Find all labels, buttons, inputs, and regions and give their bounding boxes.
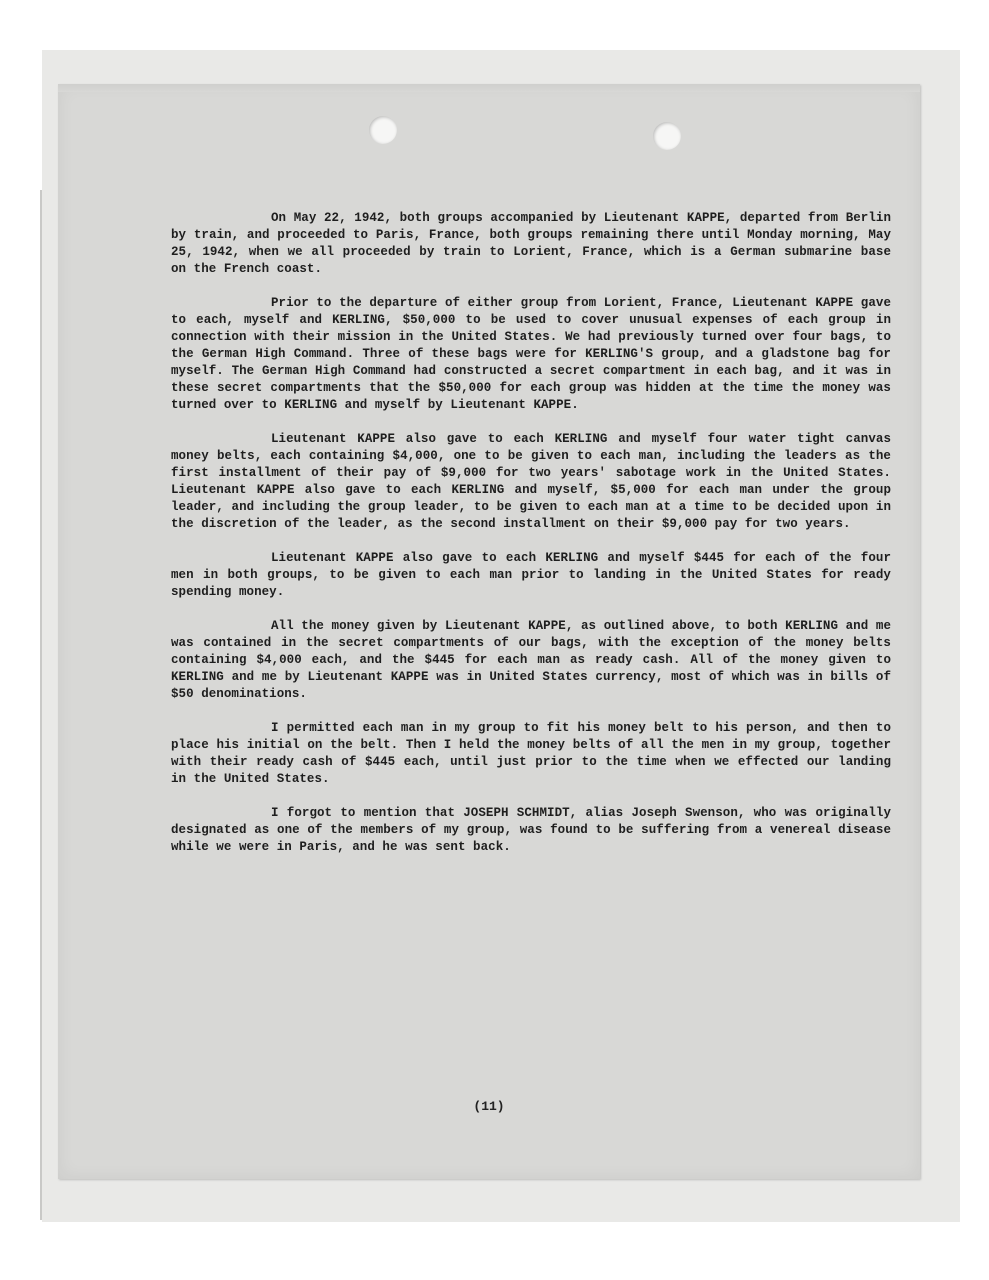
paragraph-3: Lieutenant KAPPE also gave to each KERLING and myself four water tight canvas money belts, each containing $4,000, one to be given to each man, including the leaders as the first installment of their pay of $9,000 for two years' sabotage work in the United States. Lieutenant KAPPE also gave to each KERLING and myself, $5,000 for each man under the group leader, and including the group leader, to be given to each man at a time to be decided upon in the discretion of the leader, as the second installment on their $9,000 pay for two years. [171,432,891,531]
paragraph-1: On May 22, 1942, both groups accompanied by Lieutenant KAPPE, departed from Berlin by train, and proceeded to Paris, France, both groups remaining there until Monday morning, May 25, 1942, when we all proceeded by train to Lorient, France, which is a German submarine base on the French coast. [171,211,891,276]
page-top-edge [58,84,920,92]
paragraph-2: Prior to the departure of either group from Lorient, France, Lieutenant KAPPE gave to each, myself and KERLING, $50,000 to be used to cover unusual expenses of each group in connection with their mission in the United States. We had previously turned over four bags, to the German High Command. Three of these bags were for KERLING'S group, and a gladstone bag for myself. The German High Command had constructed a secret compartment in each bag, and it was in these secret compartments that the $50,000 for each group was hidden at the time the money was turned over to KERLING and myself by Lieutenant KAPPE. [171,296,891,412]
paragraph-5: All the money given by Lieutenant KAPPE, as outlined above, to both KERLING and me was contained in the secret compartments of our bags, with the exception of the money belts containing $4,000 each, and the $445 for each man as ready cash. All of the money given to KERLING and me by Lieutenant KAPPE was in United States currency, most of which was in bills of $50 denominations. [171,619,891,701]
paragraph-4: Lieutenant KAPPE also gave to each KERLING and myself $445 for each of the four men in both groups, to be given to each man prior to landing in the United States for ready spending money. [171,551,891,599]
scan-edge [40,190,42,1220]
punch-hole-right [653,122,681,150]
punch-hole-left [369,116,397,144]
paragraph-6: I permitted each man in my group to fit his money belt to his person, and then to place his initial on the belt. Then I held the money belts of all the men in my group, together with their ready cash of $445 each, until just prior to the time when we effected our landing in the United States. [171,721,891,786]
page-number: (11) [473,1099,505,1114]
document-body [171,210,891,856]
document-page [58,84,920,1179]
paragraph-7: I forgot to mention that JOSEPH SCHMIDT, alias Joseph Swenson, who was originally designated as one of the members of my group, was found to be suffering from a venereal disease while we were in Paris, and he was sent back. [171,806,891,854]
